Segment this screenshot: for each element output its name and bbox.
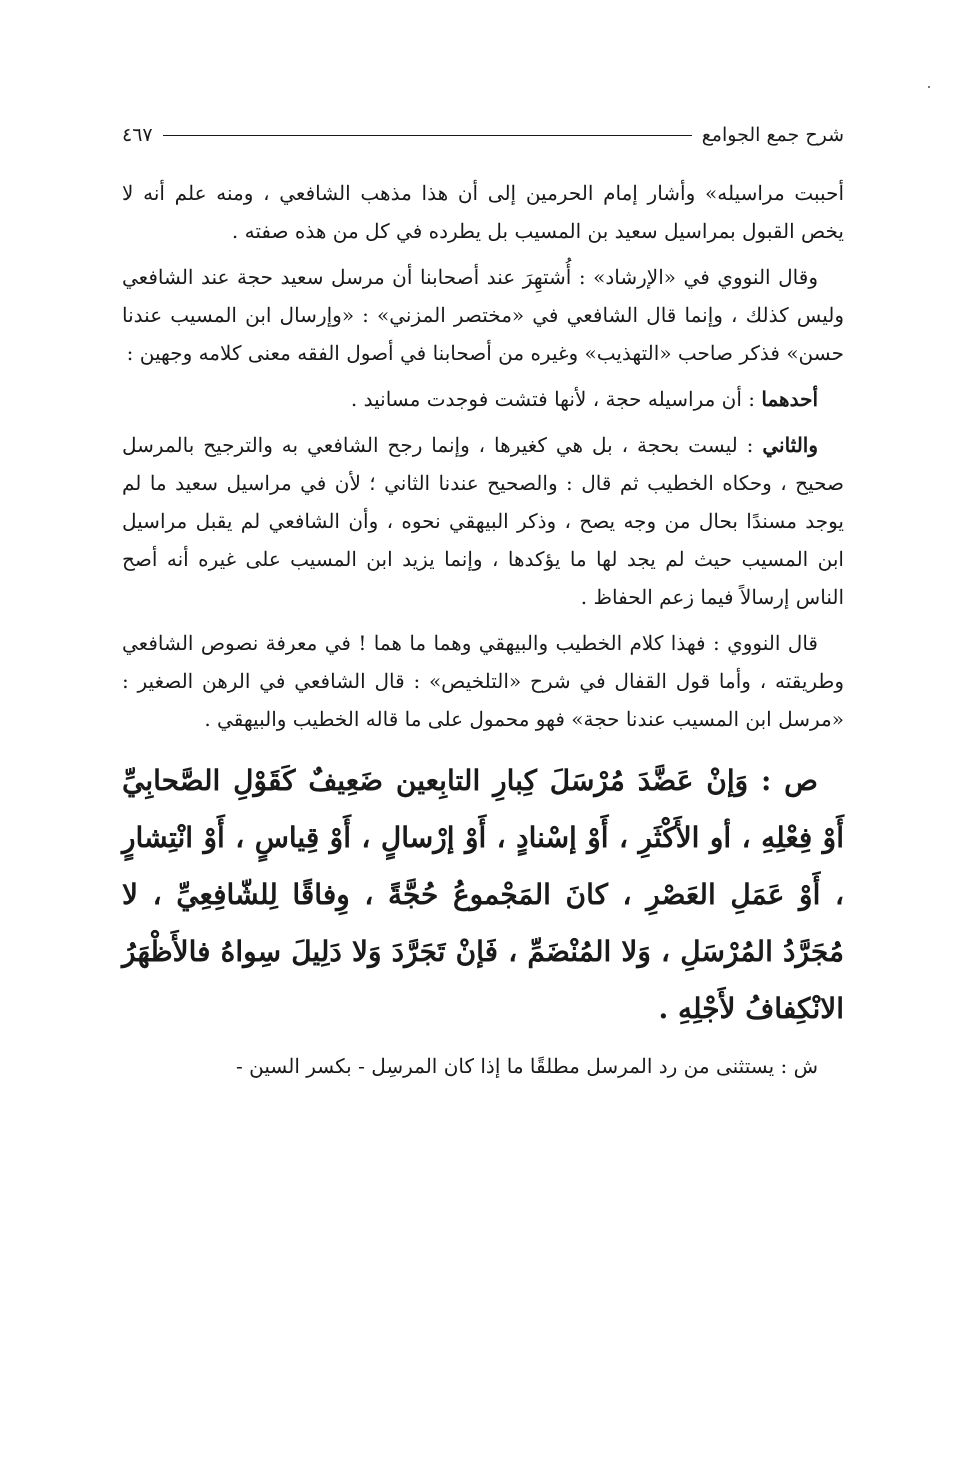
paragraph-4-text: : ليست بحجة ، بل هي كغيرها ، وإنما رجح الشافعي به والترجيح بالمرسل صحيح ، وحكاه الخطيب ثم قال : والصحيح عندنا الثاني ؛ لأن في مراسيل سعيد ما لم يوجد مسندًا بحال من وجه يصح ، وذكر البيهقي نحوه ، وأن الشافعي لم يقبل مراسيل ابن المسيب حيث لم يجد لها ما يؤكدها ، وإنما يزيد ابن المسيب على غيره أنه أصح الناس إرسالاً فيما زعم الحفاظ . [122, 433, 844, 609]
running-header [122, 118, 844, 152]
paragraph-3-text: : أن مراسيله حجة ، لأنها فتشت فوجدت مسانيد . [350, 387, 756, 411]
header-rule [163, 135, 692, 136]
paragraph-3 [122, 380, 844, 418]
paragraph-4-lead: والثاني [762, 433, 819, 457]
paragraph-1: أحببت مراسيله» وأشار إمام الحرمين إلى أن هذا مذهب الشافعي ، ومنه علم أنه لا يخص القبول بمراسيل سعيد بن المسيب بل يطرده في كل من هذه صفته . [122, 181, 844, 243]
paragraph-2: وقال النووي في «الإرشاد» : أُشتهِرَ عند أصحابنا أن مرسل سعيد حجة عند الشافعي وليس كذلك ، وإنما قال الشافعي في «مختصر المزني» : «وإرسال ابن المسيب عندنا حسن» فذكر صاحب «التهذيب» وغيره من أصحابنا في أصول الفقه معنى كلامه وجهين : [122, 265, 844, 365]
paragraph-4 [122, 426, 844, 616]
sharh-text: ش : يستثنى من رد المرسل مطلقًا ما إذا كان المرسِل - بكسر السين - [236, 1054, 818, 1078]
page-body [122, 118, 844, 1105]
header-title: شرح جمع الجوامع [701, 124, 844, 146]
matn-text: ص : وَإنْ عَضَّدَ مُرْسَلَ كِبارِ التابِعين ضَعِيفٌ كَقَوْلِ الصَّحابِيِّ أَوْ فِعْلِهِ ، أو الأَكْثَرِ ، أَوْ إسْنادٍ ، أَوْ إرْسالٍ ، أَوْ قِياسٍ ، أَوْ انْتِشارٍ ، أَوْ عَمَلِ العَصْرِ ، كانَ المَجْموعُ حُجَّةً ، وِفاقًا لِلشّافِعِيِّ ، لا مُجَرَّدُ المُرْسَلِ ، وَلا المُنْضَمِّ ، فَإنْ تَجَرَّدَ وَلا دَلِيلَ سِواهُ فالأَظْهَرُ الانْكِفافُ لأَجْلِهِ . [122, 764, 844, 1025]
scan-speck [928, 86, 930, 88]
page-number: ٤٦٧ [122, 124, 153, 146]
paragraph-3-lead: أحدهما [761, 387, 818, 411]
paragraph-5: قال النووي : فهذا كلام الخطيب والبيهقي وهما ما هما ! في معرفة نصوص الشافعي وطريقته ، وأما قول القفال في شرح «التلخيص» : قال الشافعي في الرهن الصغير : «مرسل ابن المسيب عندنا حجة» فهو محمول على ما قاله الخطيب والبيهقي . [122, 631, 844, 731]
